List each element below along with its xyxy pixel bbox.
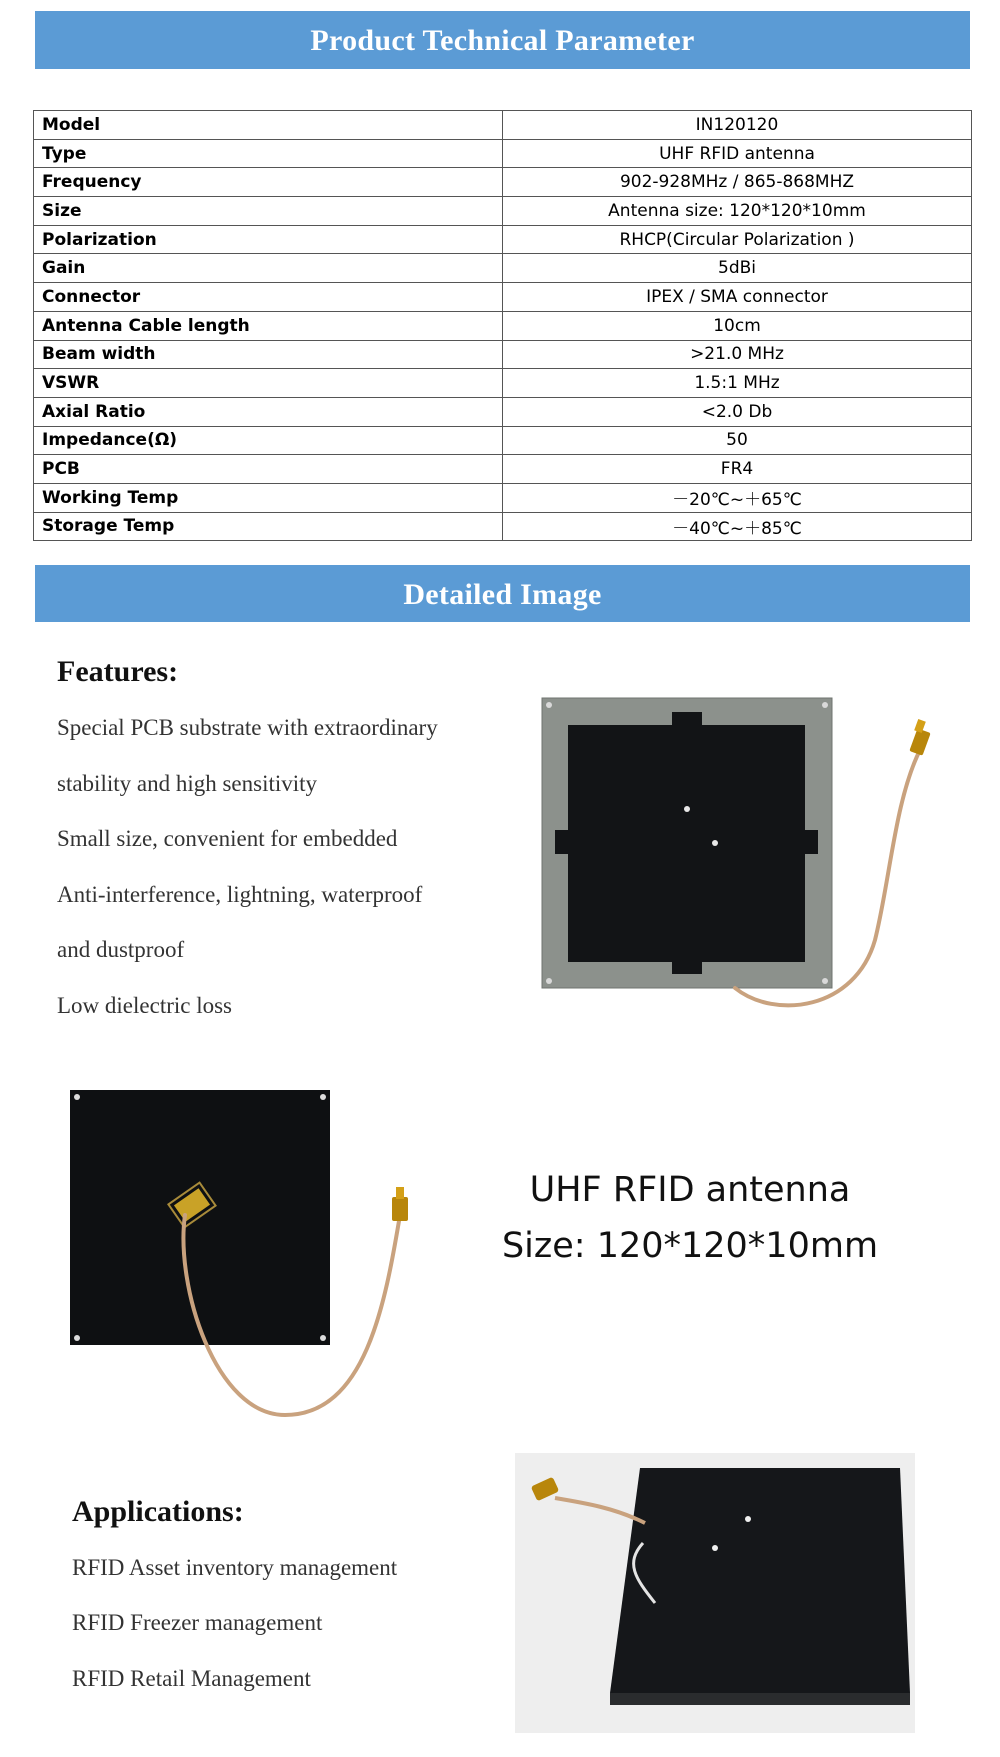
table-row (34, 254, 972, 283)
antenna-back-photo (65, 1085, 445, 1430)
table-row (34, 283, 972, 312)
application-line: RFID Freezer management (72, 1610, 323, 1635)
param-value: 5dBi (503, 254, 972, 283)
application-line: RFID Asset inventory management (72, 1555, 398, 1580)
param-value: >21.0 MHz (503, 340, 972, 369)
param-value: <2.0 Db (503, 397, 972, 426)
param-label: Type (34, 139, 503, 168)
caption-type: UHF RFID antenna (529, 1170, 851, 1210)
param-label: Connector (34, 283, 503, 312)
param-value: 1.5:1 MHz (503, 369, 972, 398)
param-label: Frequency (34, 168, 503, 197)
param-value: IN120120 (503, 111, 972, 140)
feature-line: Small size, convenient for embedded (57, 826, 398, 851)
detail-section-title: Detailed Image (35, 565, 970, 622)
param-label: Antenna Cable length (34, 311, 503, 340)
table-row (34, 225, 972, 254)
param-label: Working Temp (34, 483, 503, 512)
antenna-front-photo (535, 690, 945, 1020)
antenna-perspective-photo (515, 1453, 915, 1733)
table-row (34, 369, 972, 398)
feature-line: Anti-interference, lightning, waterproof (57, 882, 423, 907)
table-row (34, 512, 972, 541)
param-label: Polarization (34, 225, 503, 254)
param-label: Impedance(Ω) (34, 426, 503, 455)
application-line: RFID Retail Management (72, 1666, 311, 1691)
features-heading: Features: (57, 655, 179, 688)
caption-size: Size: 120*120*10mm (501, 1226, 879, 1266)
params-section-title: Product Technical Parameter (35, 11, 970, 69)
param-label: Beam width (34, 340, 503, 369)
param-label: Size (34, 197, 503, 226)
param-label: Axial Ratio (34, 397, 503, 426)
param-value: 50 (503, 426, 972, 455)
param-value: －20℃~＋65℃ (503, 483, 972, 512)
table-row (34, 139, 972, 168)
table-row (34, 197, 972, 226)
param-value: FR4 (503, 455, 972, 484)
table-row (34, 483, 972, 512)
param-value: Antenna size: 120*120*10mm (503, 197, 972, 226)
feature-line: and dustproof (57, 937, 185, 962)
param-value: 902-928MHz / 865-868MHZ (503, 168, 972, 197)
param-label: Storage Temp (34, 512, 503, 541)
parameter-table (33, 110, 972, 541)
table-row (34, 397, 972, 426)
param-label: Gain (34, 254, 503, 283)
param-value: IPEX / SMA connector (503, 283, 972, 312)
param-value: 10cm (503, 311, 972, 340)
feature-line: Low dielectric loss (57, 993, 233, 1018)
table-row (34, 311, 972, 340)
feature-line: Special PCB substrate with extraordinary (57, 715, 438, 740)
param-value: UHF RFID antenna (503, 139, 972, 168)
table-row (34, 426, 972, 455)
table-row (34, 111, 972, 140)
param-label: Model (34, 111, 503, 140)
feature-line: stability and high sensitivity (57, 771, 318, 796)
table-row (34, 455, 972, 484)
table-row (34, 168, 972, 197)
param-value: RHCP(Circular Polarization ) (503, 225, 972, 254)
param-label: PCB (34, 455, 503, 484)
param-label: VSWR (34, 369, 503, 398)
applications-heading: Applications: (72, 1495, 244, 1528)
param-value: －40℃~＋85℃ (503, 512, 972, 541)
table-row (34, 340, 972, 369)
